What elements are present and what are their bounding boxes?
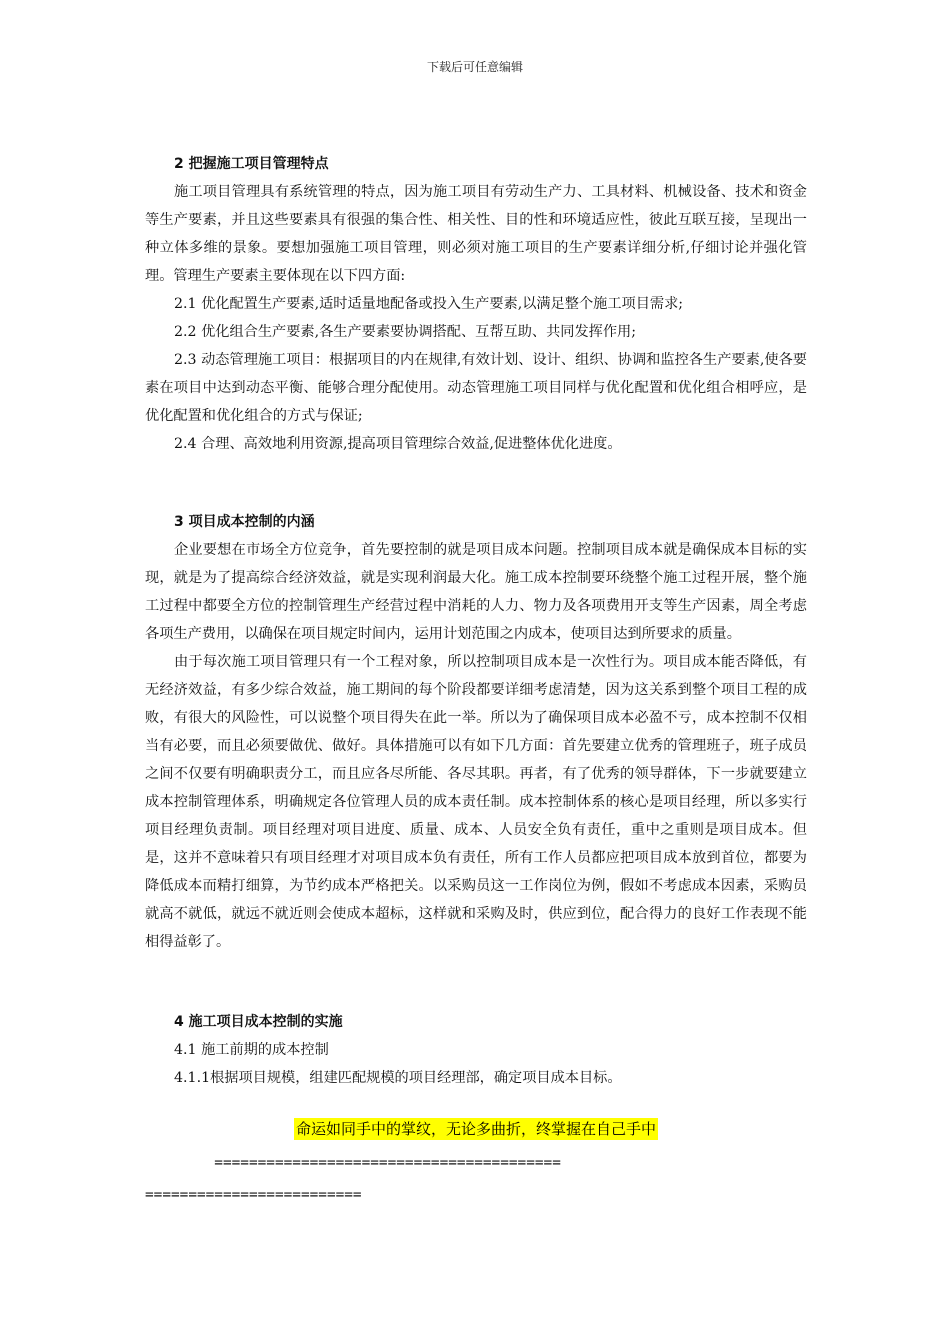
section-spacer (145, 956, 807, 1008)
paragraph: 2.4 合理、高效地利用资源,提高项目管理综合效益,促进整体优化进度。 (174, 436, 622, 452)
section-2 (145, 150, 807, 458)
header-note: 下载后可任意编辑 (426, 60, 523, 74)
section-heading: 4 施工项目成本控制的实施 (174, 1014, 343, 1030)
motto-container (145, 1118, 807, 1140)
paragraph: 企业要想在市场全方位竞争，首先要控制的就是项目成本问题。控制项目成本就是确保成本目标的实现，就是为了提高综合经济效益，就是实现利润最大化。施工成本控制要环绕整个施工过程开展，整个施工过程中都要全方位的控制管理生产经营过程中消耗的人力、物力及各项费用开支等生产因素，周全考虑各项生产费用，以确保在项目规定时间内，运用计划范围之内成本，使项目达到所要求的质量。 (145, 542, 807, 642)
section-spacer (145, 458, 807, 508)
paragraph: 2.3 动态管理施工项目：根据项目的内在规律,有效计划、设计、组织、协调和监控各生产要素,使各要素在项目中达到动态平衡、能够合理分配使用。动态管理施工项目同样与优化配置和优化组合相呼应，是优化配置和优化组合的方式与保证; (145, 352, 807, 424)
section-heading: 2 把握施工项目管理特点 (174, 156, 329, 172)
section-heading: 3 项目成本控制的内涵 (174, 514, 315, 530)
paragraph: 2.1 优化配置生产要素,适时适量地配备或投入生产要素,以满足整个施工项目需求; (174, 296, 684, 312)
paragraph: 施工项目管理具有系统管理的特点，因为施工项目有劳动生产力、工具材料、机械设备、技术和资金等生产要素，并且这些要素具有很强的集合性、相关性、目的性和环境适应性，彼此互联互接，呈现出一种立体多维的景象。要想加强施工项目管理，则必须对施工项目的生产要素详细分析,仔细讨论并强化管理。管理生产要素主要体现在以下四方面: (145, 184, 807, 284)
paragraph: 由于每次施工项目管理只有一个工程对象，所以控制项目成本是一次性行为。项目成本能否降低，有无经济效益，有多少综合效益，施工期间的每个阶段都要详细考虑清楚，因为这关系到整个项目工程的成败，有很大的风险性，可以说整个项目得失在此一举。所以为了确保项目成本必盈不亏，成本控制不仅相当有必要，而且必须要做优、做好。具体措施可以有如下几方面：首先要建立优秀的管理班子，班子成员之间不仅要有明确职责分工，而且应各尽所能、各尽其职。再者，有了优秀的领导群体，下一步就要建立成本控制管理体系，明确规定各位管理人员的成本责任制。成本控制体系的核心是项目经理，所以多实行项目经理负责制。项目经理对项目进度、质量、成本、人员安全负有责任，重中之重则是项目成本。但是，这并不意味着只有项目经理才对项目成本负有责任，所有工作人员都应把项目成本放到首位，都要为降低成本而精打细算，为节约成本严格把关。以采购员这一工作岗位为例，假如不考虑成本因素，采购员就高不就低，就远不就近则会使成本超标，这样就和采购及时，供应到位，配合得力的良好工作表现不能相得益彰了。 (145, 654, 807, 950)
section-4 (145, 1008, 807, 1092)
motto-highlight: 命运如同手中的掌纹，无论多曲折，终掌握在自己手中 (295, 1120, 656, 1138)
paragraph: 4.1 施工前期的成本控制 (174, 1042, 329, 1058)
separator-line-1: ======================================== (145, 1155, 561, 1171)
paragraph: 4.1.1根据项目规模，组建匹配规模的项目经理部，确定项目成本目标。 (174, 1070, 622, 1086)
section-3 (145, 508, 807, 956)
separator-line-2: ========================= (145, 1187, 362, 1203)
paragraph: 2.2 优化组合生产要素,各生产要素要协调搭配、互帮互助、共同发挥作用; (174, 324, 636, 340)
document-body (145, 150, 807, 1204)
